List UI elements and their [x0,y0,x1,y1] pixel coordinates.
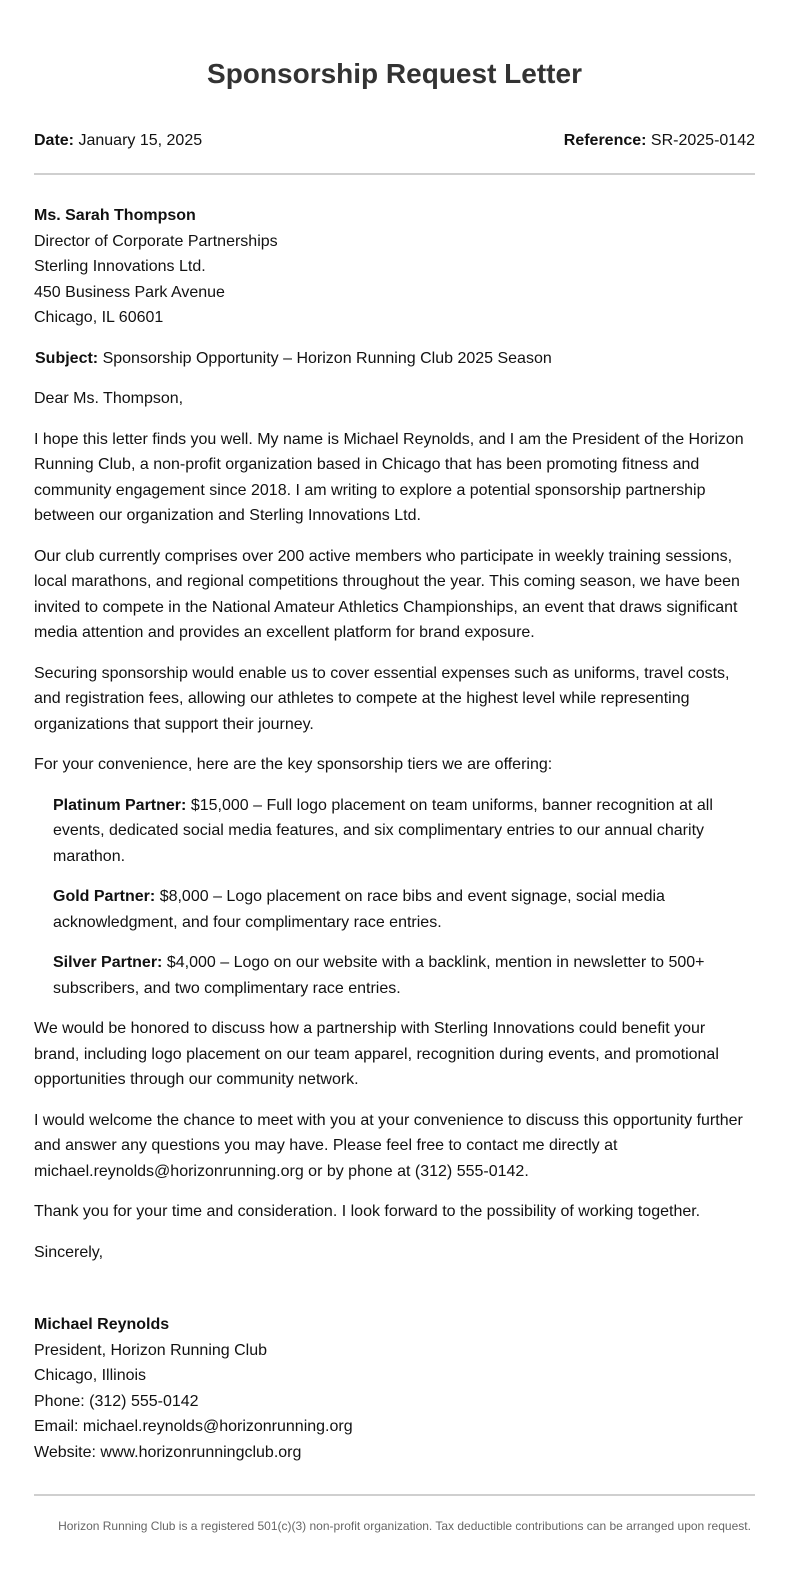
salutation: Dear Ms. Thompson, [34,390,184,407]
signature-location: Chicago, Illinois [34,1367,147,1384]
reference-value: SR-2025-0142 [650,132,755,149]
tier-description: $8,000 – Logo placement on race bibs and event signage, social media acknowledgment, and four complimentary race entries. [53,888,665,931]
signature-name: Michael Reynolds [34,1316,170,1333]
page-title: Sponsorship Request Letter [207,58,582,89]
footer-note: Horizon Running Club is a registered 501(c)(3) non-profit organization. Tax deductible contributions can be arranged upon request. [58,1519,751,1533]
recipient-address-line1: 450 Business Park Avenue [34,283,225,301]
body-paragraph-5: We would be honored to discuss how a partnership with Sterling Innovations could benefit your brand, including logo placement on our team apparel, recognition during events, and promotional opportunities through our community network. [34,1020,719,1088]
recipient-title: Director of Corporate Partnerships [34,232,278,250]
tier-name: Platinum Partner: [53,796,187,814]
meta-row [34,131,755,151]
subject-line [34,346,755,372]
reference-field [564,131,755,151]
recipient-company: Sterling Innovations Ltd. [34,258,206,275]
subject-label: Subject: [35,349,99,367]
tier-name: Silver Partner: [53,954,163,971]
body-paragraph-2: Our club currently comprises over 200 active members who participate in weekly training sessions, local marathons, and regional competitions throughout the year. This coming season, we have been invited to compete in the National Amateur Athletics Championships, an event that draws significant media attention and provides an excellent platform for brand exposure. [34,547,740,641]
body-paragraph-3: Securing sponsorship would enable us to cover essential expenses such as uniforms, travel costs, and registration fees, allowing our athletes to compete at the highest level while representing organizations that support their journey. [34,664,730,733]
tier-description: $15,000 – Full logo placement on team uniforms, banner recognition at all events, dedicated social media features, and six complimentary entries to our annual charity marathon. [53,796,713,865]
date-field [34,131,202,151]
signature-email: Email: michael.reynolds@horizonrunning.org [34,1418,353,1435]
signature-title: President, Horizon Running Club [34,1341,268,1359]
signature-block [34,1312,755,1465]
tier-gold [53,884,755,935]
body-paragraph-6: I would welcome the chance to meet with you at your convenience to discuss this opportunity further and answer any questions you may have. Please feel free to contact me directly at michael.reynolds@horizonrunning.org or by phone at (312) 555-0142. [34,1111,743,1180]
tier-description: $4,000 – Logo on our website with a backlink, mention in newsletter to 500+ subscribers, and two complimentary race entries. [53,954,705,997]
date-value: January 15, 2025 [78,132,203,149]
tier-platinum [53,793,755,870]
subject-text: Sponsorship Opportunity – Horizon Running Club 2025 Season [102,349,552,367]
recipient-block [34,203,755,331]
closing: Sincerely, [34,1243,104,1261]
footer-divider [34,1494,755,1496]
reference-label: Reference: [563,132,647,149]
recipient-address-line2: Chicago, IL 60601 [34,309,164,326]
tier-silver [53,950,755,1001]
body-paragraph-4: For your convenience, here are the key sponsorship tiers we are offering: [34,756,553,773]
tier-name: Gold Partner: [53,888,156,905]
signature-website: Website: www.horizonrunningclub.org [34,1443,302,1461]
body-paragraph-1: I hope this letter finds you well. My name is Michael Reynolds, and I am the President of the Horizon Running Club, a non-profit organization based in Chicago that has been promoting fitness and community engagement since 2018. I am writing to explore a potential sponsorship partnership between our organization and Sterling Innovations Ltd. [34,430,744,524]
recipient-name: Ms. Sarah Thompson [34,207,196,224]
signature-phone: Phone: (312) 555-0142 [34,1392,199,1410]
body-paragraph-7: Thank you for your time and consideration. I look forward to the possibility of working together. [34,1203,701,1220]
date-label: Date: [34,132,75,149]
header-divider [34,173,755,175]
sponsorship-tiers [34,793,755,1002]
